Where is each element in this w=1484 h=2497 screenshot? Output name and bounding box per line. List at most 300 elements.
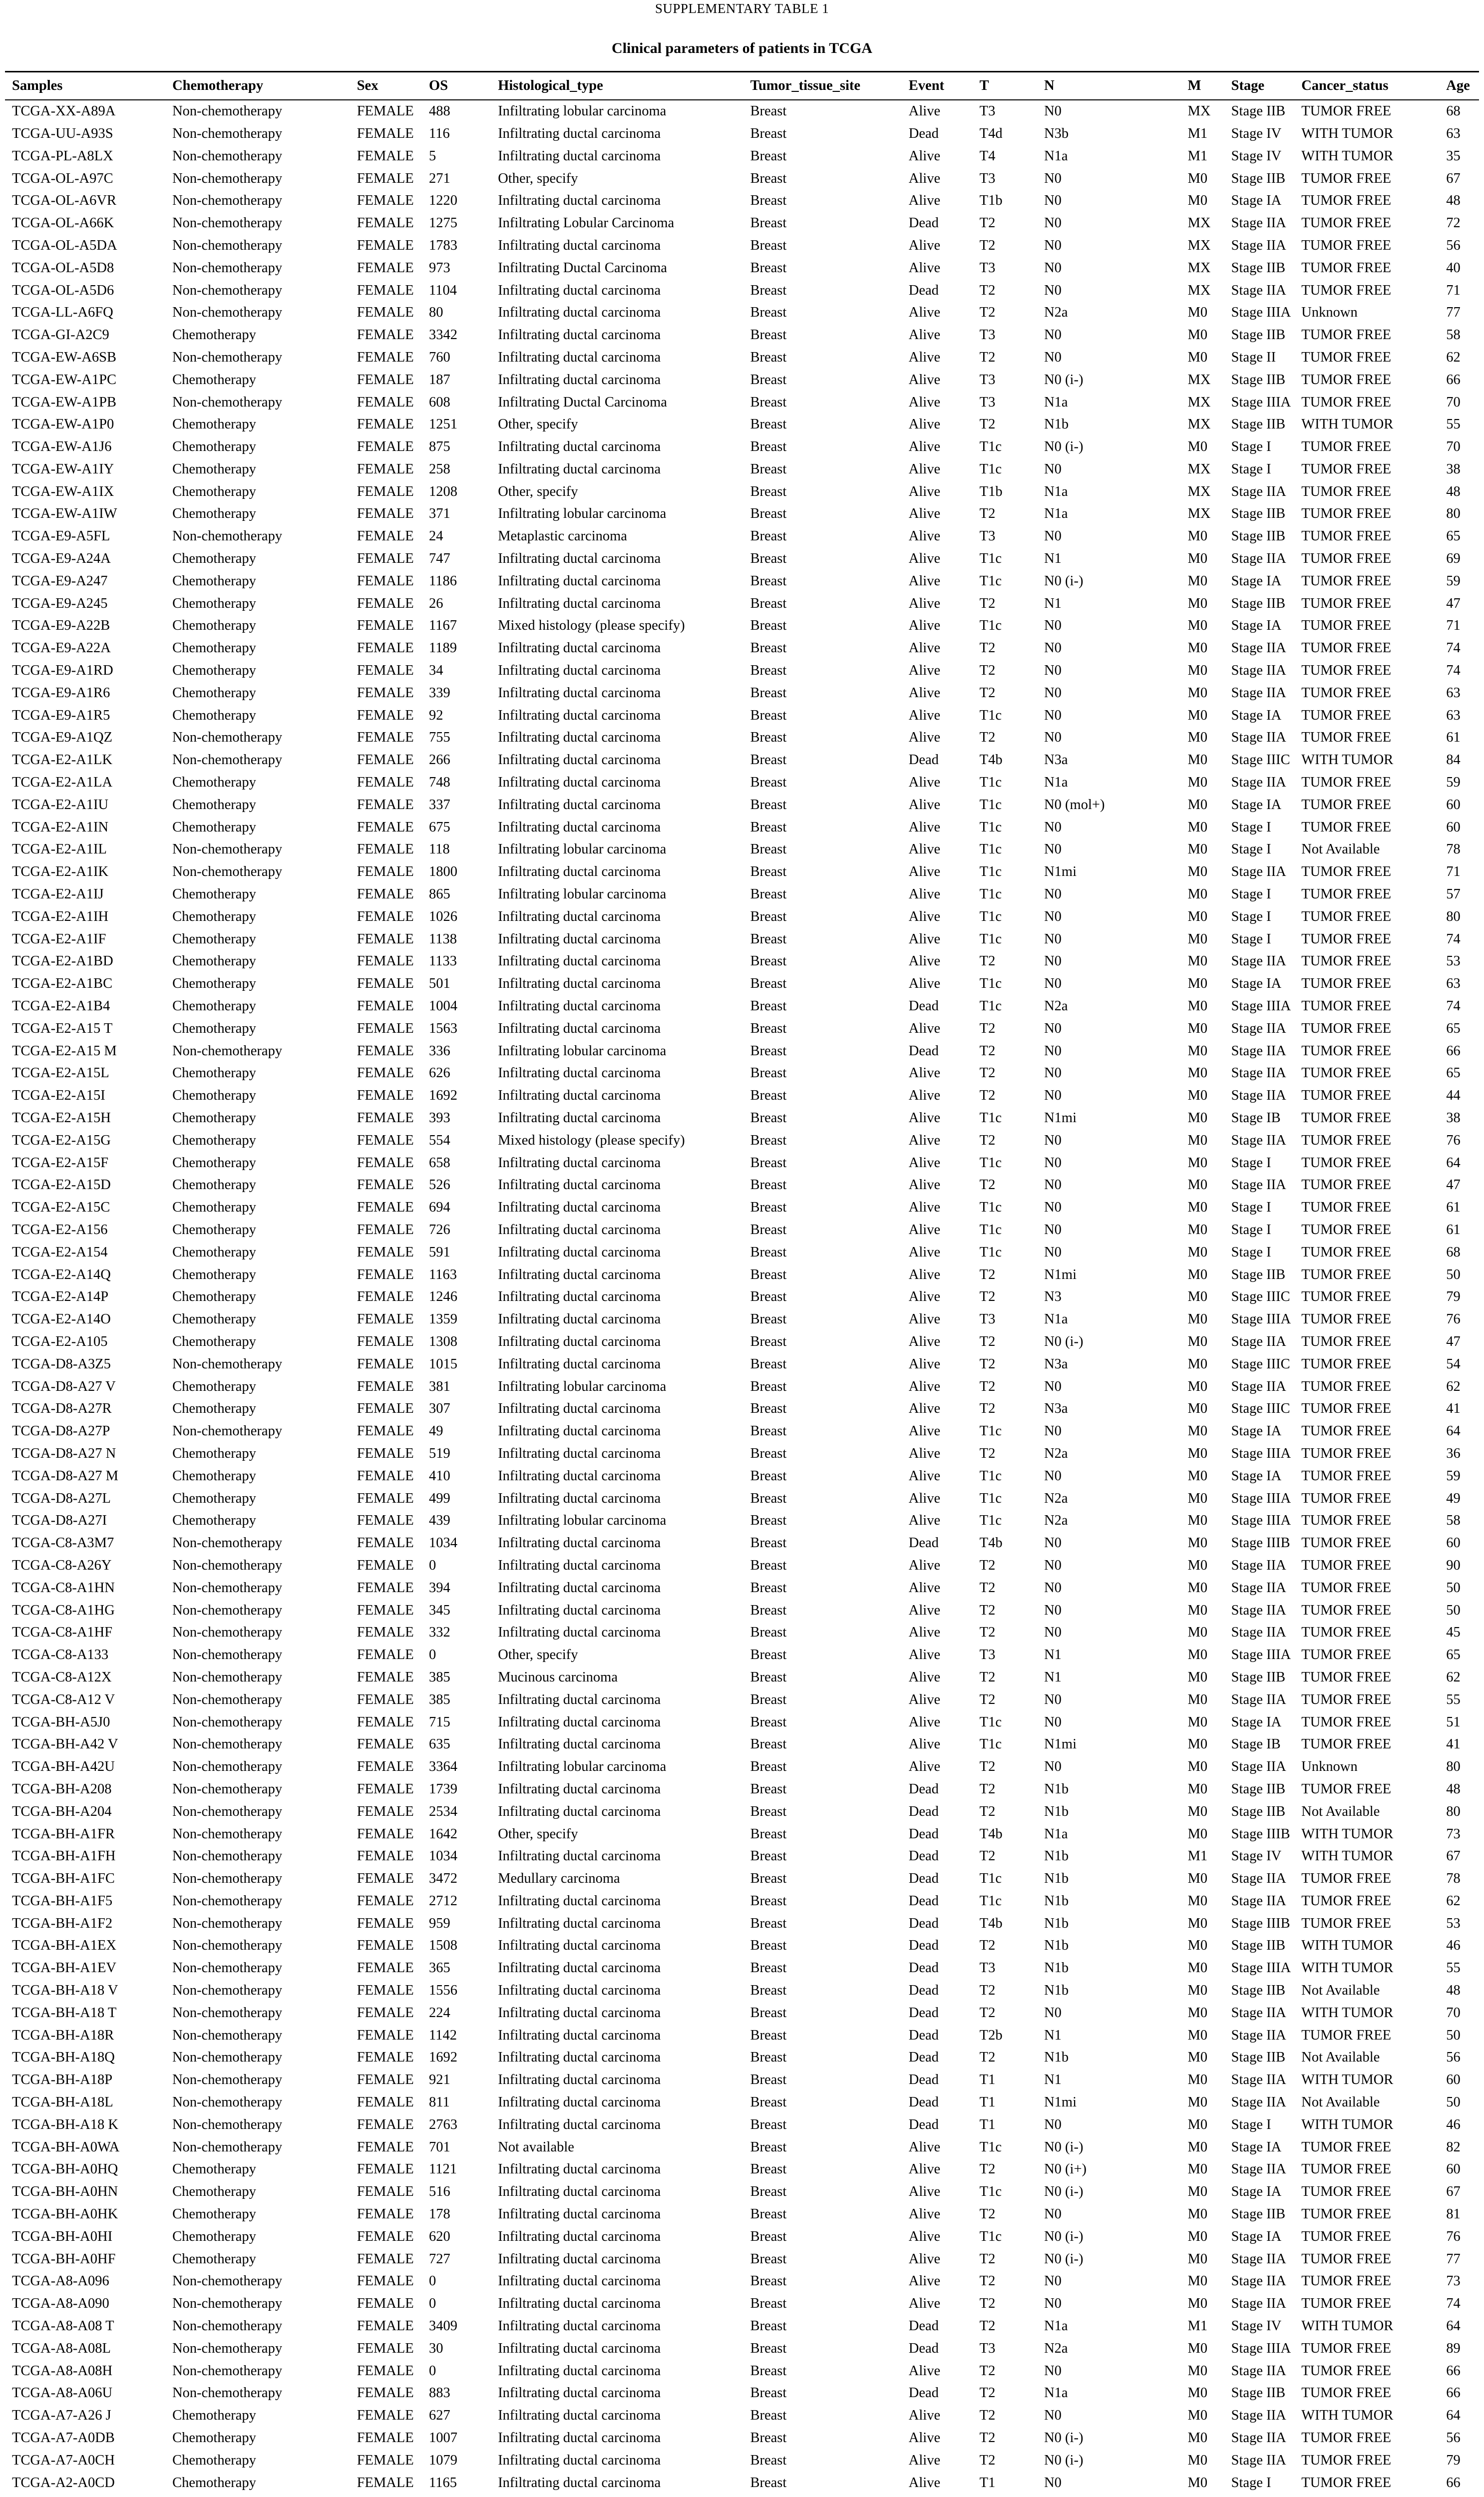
m-stage-cell: M0 bbox=[1187, 1983, 1208, 1999]
os-cell: 1007 bbox=[429, 2430, 458, 2446]
table-row bbox=[5, 436, 1479, 458]
sample-id-cell: TCGA-D8-A27L bbox=[12, 1490, 111, 1506]
age-cell: 62 bbox=[1446, 349, 1461, 365]
tumor-site-cell: Breast bbox=[750, 1423, 787, 1439]
n-stage-cell: N0 bbox=[1044, 841, 1062, 857]
t-stage-cell: T1c bbox=[979, 1200, 1002, 1216]
cancer-status-cell: TUMOR FREE bbox=[1301, 1915, 1392, 1931]
histological-type-cell: Infiltrating ductal carcinoma bbox=[498, 1781, 661, 1797]
m-stage-cell: M0 bbox=[1187, 2228, 1208, 2244]
histological-type-cell: Infiltrating Lobular Carcinoma bbox=[498, 215, 675, 231]
m-stage-cell: M0 bbox=[1187, 730, 1208, 746]
tumor-site-cell: Breast bbox=[750, 125, 787, 141]
chemotherapy-cell: Non-chemotherapy bbox=[172, 752, 283, 768]
age-cell: 59 bbox=[1446, 775, 1461, 791]
t-stage-cell: T1c bbox=[979, 886, 1002, 902]
t-stage-cell: T1c bbox=[979, 618, 1002, 634]
chemotherapy-cell: Chemotherapy bbox=[172, 1401, 256, 1417]
os-cell: 2712 bbox=[429, 1893, 458, 1909]
tumor-site-cell: Breast bbox=[750, 2027, 787, 2043]
event-cell: Alive bbox=[908, 1691, 941, 1707]
stage-cell: Stage IIA bbox=[1231, 1625, 1286, 1641]
n-stage-cell: N0 bbox=[1044, 730, 1062, 746]
t-stage-cell: T2 bbox=[979, 2452, 996, 2468]
n-stage-cell: N0 bbox=[1044, 707, 1062, 723]
os-cell: 439 bbox=[429, 1513, 450, 1529]
event-cell: Dead bbox=[908, 1826, 939, 1842]
cancer-status-cell: TUMOR FREE bbox=[1301, 707, 1392, 723]
histological-type-cell: Infiltrating ductal carcinoma bbox=[498, 1266, 661, 1282]
os-cell: 80 bbox=[429, 305, 443, 321]
stage-cell: Stage IA bbox=[1231, 2139, 1282, 2155]
chemotherapy-cell: Chemotherapy bbox=[172, 506, 256, 522]
n-stage-cell: N0 (i-) bbox=[1044, 372, 1084, 388]
event-cell: Alive bbox=[908, 170, 941, 186]
m-stage-cell: M0 bbox=[1187, 1781, 1208, 1797]
stage-cell: Stage IA bbox=[1231, 1423, 1282, 1439]
age-cell: 44 bbox=[1446, 1088, 1461, 1104]
t-stage-cell: T2 bbox=[979, 2408, 996, 2424]
stage-cell: Stage IB bbox=[1231, 1736, 1281, 1752]
stage-cell: Stage IIIA bbox=[1231, 1445, 1291, 1461]
sex-cell: FEMALE bbox=[357, 2094, 414, 2110]
cancer-status-cell: WITH TUMOR bbox=[1301, 2408, 1394, 2424]
sex-cell: FEMALE bbox=[357, 483, 414, 499]
m-stage-cell: M0 bbox=[1187, 1826, 1208, 1842]
n-stage-cell: N0 bbox=[1044, 528, 1062, 544]
m-stage-cell: M0 bbox=[1187, 1155, 1208, 1171]
sex-cell: FEMALE bbox=[357, 2072, 414, 2088]
os-cell: 701 bbox=[429, 2139, 450, 2155]
age-cell: 38 bbox=[1446, 1110, 1461, 1126]
sex-cell: FEMALE bbox=[357, 1983, 414, 1999]
tumor-site-cell: Breast bbox=[750, 2475, 787, 2491]
chemotherapy-cell: Chemotherapy bbox=[172, 573, 256, 589]
age-cell: 73 bbox=[1446, 1826, 1461, 1842]
sample-id-cell: TCGA-EW-A1IX bbox=[12, 483, 114, 499]
stage-cell: Stage IIA bbox=[1231, 1378, 1286, 1394]
n-stage-cell: N1b bbox=[1044, 1781, 1069, 1797]
sex-cell: FEMALE bbox=[357, 819, 414, 835]
sex-cell: FEMALE bbox=[357, 260, 414, 276]
event-cell: Alive bbox=[908, 260, 941, 276]
event-cell: Dead bbox=[908, 125, 939, 141]
table-row bbox=[5, 2047, 1479, 2069]
sample-id-cell: TCGA-A8-A08H bbox=[12, 2363, 113, 2379]
chemotherapy-cell: Non-chemotherapy bbox=[172, 2005, 283, 2021]
os-cell: 0 bbox=[429, 2296, 436, 2312]
sex-cell: FEMALE bbox=[357, 1356, 414, 1372]
os-cell: 675 bbox=[429, 819, 450, 835]
n-stage-cell: N0 bbox=[1044, 282, 1062, 298]
cancer-status-cell: TUMOR FREE bbox=[1301, 685, 1392, 701]
sample-id-cell: TCGA-E2-A1IU bbox=[12, 797, 109, 813]
sample-id-cell: TCGA-BH-A18 T bbox=[12, 2005, 117, 2021]
chemotherapy-cell: Non-chemotherapy bbox=[172, 2094, 283, 2110]
age-cell: 69 bbox=[1446, 551, 1461, 567]
sex-cell: FEMALE bbox=[357, 2363, 414, 2379]
sample-id-cell: TCGA-GI-A2C9 bbox=[12, 327, 109, 343]
table-row bbox=[5, 458, 1479, 481]
sample-id-cell: TCGA-A7-A0CH bbox=[12, 2452, 115, 2468]
m-stage-cell: MX bbox=[1187, 483, 1211, 499]
event-cell: Alive bbox=[908, 1423, 941, 1439]
tumor-site-cell: Breast bbox=[750, 193, 787, 209]
histological-type-cell: Infiltrating ductal carcinoma bbox=[498, 976, 661, 992]
table-row bbox=[5, 1890, 1479, 1913]
stage-cell: Stage IIA bbox=[1231, 1871, 1286, 1887]
os-cell: 1167 bbox=[429, 618, 457, 634]
os-cell: 116 bbox=[429, 125, 450, 141]
n-stage-cell: N3a bbox=[1044, 1401, 1068, 1417]
n-stage-cell: N1a bbox=[1044, 1311, 1068, 1327]
sample-id-cell: TCGA-BH-A0HQ bbox=[12, 2161, 118, 2177]
sample-id-cell: TCGA-D8-A27 M bbox=[12, 1468, 118, 1484]
tumor-site-cell: Breast bbox=[750, 1625, 787, 1641]
table-row bbox=[5, 145, 1479, 168]
age-cell: 41 bbox=[1446, 1736, 1461, 1752]
event-cell: Alive bbox=[908, 1490, 941, 1506]
cancer-status-cell: WITH TUMOR bbox=[1301, 2005, 1394, 2021]
age-cell: 55 bbox=[1446, 1691, 1461, 1707]
event-cell: Alive bbox=[908, 1222, 941, 1238]
os-cell: 24 bbox=[429, 528, 443, 544]
stage-cell: Stage IIA bbox=[1231, 775, 1286, 791]
histological-type-cell: Infiltrating ductal carcinoma bbox=[498, 819, 661, 835]
tumor-site-cell: Breast bbox=[750, 2430, 787, 2446]
t-stage-cell: T1c bbox=[979, 908, 1002, 924]
stage-cell: Stage IIIC bbox=[1231, 752, 1290, 768]
m-stage-cell: M0 bbox=[1187, 1938, 1208, 1954]
event-cell: Alive bbox=[908, 1625, 941, 1641]
m-stage-cell: M0 bbox=[1187, 1625, 1208, 1641]
cancer-status-cell: WITH TUMOR bbox=[1301, 752, 1394, 768]
event-cell: Alive bbox=[908, 2161, 941, 2177]
tumor-site-cell: Breast bbox=[750, 2385, 787, 2401]
age-cell: 77 bbox=[1446, 305, 1461, 321]
cancer-status-cell: TUMOR FREE bbox=[1301, 908, 1392, 924]
t-stage-cell: T1c bbox=[979, 931, 1002, 947]
sex-cell: FEMALE bbox=[357, 1826, 414, 1842]
os-cell: 973 bbox=[429, 260, 450, 276]
stage-cell: Stage IIA bbox=[1231, 2363, 1286, 2379]
event-cell: Alive bbox=[908, 1468, 941, 1484]
t-stage-cell: T1c bbox=[979, 439, 1002, 455]
t-stage-cell: T4b bbox=[979, 1915, 1003, 1931]
age-cell: 38 bbox=[1446, 461, 1461, 477]
sex-cell: FEMALE bbox=[357, 1938, 414, 1954]
t-stage-cell: T1c bbox=[979, 2184, 1002, 2200]
sample-id-cell: TCGA-BH-A18 K bbox=[12, 2116, 118, 2132]
m-stage-cell: M0 bbox=[1187, 953, 1208, 969]
sex-cell: FEMALE bbox=[357, 640, 414, 656]
sex-cell: FEMALE bbox=[357, 327, 414, 343]
histological-type-cell: Infiltrating ductal carcinoma bbox=[498, 2251, 661, 2267]
chemotherapy-cell: Non-chemotherapy bbox=[172, 1938, 283, 1954]
stage-cell: Stage IIA bbox=[1231, 1020, 1286, 1036]
m-stage-cell: M0 bbox=[1187, 1311, 1208, 1327]
sample-id-cell: TCGA-E2-A1LK bbox=[12, 752, 113, 768]
event-cell: Alive bbox=[908, 148, 941, 164]
n-stage-cell: N0 bbox=[1044, 1200, 1062, 1216]
sex-cell: FEMALE bbox=[357, 1468, 414, 1484]
age-cell: 46 bbox=[1446, 1938, 1461, 1954]
table-row bbox=[5, 637, 1479, 660]
chemotherapy-cell: Non-chemotherapy bbox=[172, 1960, 283, 1976]
age-cell: 81 bbox=[1446, 2206, 1461, 2222]
tumor-site-cell: Breast bbox=[750, 1915, 787, 1931]
cancer-status-cell: TUMOR FREE bbox=[1301, 282, 1392, 298]
event-cell: Alive bbox=[908, 1020, 941, 1036]
age-cell: 74 bbox=[1446, 998, 1461, 1014]
histological-type-cell: Infiltrating ductal carcinoma bbox=[498, 2050, 661, 2066]
os-cell: 187 bbox=[429, 372, 450, 388]
t-stage-cell: T2 bbox=[979, 1938, 996, 1954]
chemotherapy-cell: Chemotherapy bbox=[172, 976, 256, 992]
table-row bbox=[5, 1980, 1479, 2002]
tumor-site-cell: Breast bbox=[750, 2340, 787, 2356]
chemotherapy-cell: Non-chemotherapy bbox=[172, 1893, 283, 1909]
clinical-parameters-table bbox=[5, 71, 1479, 2497]
histological-type-cell: Infiltrating ductal carcinoma bbox=[498, 931, 661, 947]
sex-cell: FEMALE bbox=[357, 2116, 414, 2132]
sex-cell: FEMALE bbox=[357, 1333, 414, 1349]
cancer-status-cell: Unknown bbox=[1301, 305, 1358, 321]
n-stage-cell: N0 bbox=[1044, 237, 1062, 253]
os-cell: 345 bbox=[429, 1602, 450, 1618]
t-stage-cell: T2 bbox=[979, 1580, 996, 1596]
event-cell: Alive bbox=[908, 1356, 941, 1372]
table-row bbox=[5, 369, 1479, 392]
table-row bbox=[5, 817, 1479, 839]
age-cell: 66 bbox=[1446, 2363, 1461, 2379]
stage-cell: Stage I bbox=[1231, 886, 1271, 902]
cancer-status-cell: WITH TUMOR bbox=[1301, 2116, 1394, 2132]
table-row bbox=[5, 1756, 1479, 1778]
stage-cell: Stage IIA bbox=[1231, 663, 1286, 679]
t-stage-cell: T1c bbox=[979, 573, 1002, 589]
column-header-histological-type: Histological_type bbox=[491, 72, 743, 100]
sample-id-cell: TCGA-E9-A22A bbox=[12, 640, 111, 656]
tumor-site-cell: Breast bbox=[750, 707, 787, 723]
sample-id-cell: TCGA-BH-A18L bbox=[12, 2094, 113, 2110]
age-cell: 68 bbox=[1446, 1244, 1461, 1260]
sample-id-cell bbox=[5, 2494, 165, 2497]
sample-id-cell: TCGA-E2-A1IK bbox=[12, 864, 109, 880]
n-stage-cell: N2a bbox=[1044, 1490, 1068, 1506]
tumor-site-cell: Breast bbox=[750, 1020, 787, 1036]
sex-cell: FEMALE bbox=[357, 1535, 414, 1551]
histological-type-cell: Infiltrating ductal carcinoma bbox=[498, 461, 661, 477]
t-stage-cell: T3 bbox=[979, 1960, 996, 1976]
tumor-site-cell: Breast bbox=[750, 640, 787, 656]
histological-type-cell: Infiltrating lobular carcinoma bbox=[498, 506, 667, 522]
tumor-site-cell: Breast bbox=[750, 2318, 787, 2334]
sample-id-cell: TCGA-E2-A1LA bbox=[12, 775, 113, 791]
chemotherapy-cell: Non-chemotherapy bbox=[172, 1647, 283, 1663]
n-stage-cell: N0 (i-) bbox=[1044, 1333, 1084, 1349]
stage-cell: Stage I bbox=[1231, 1155, 1271, 1171]
cancer-status-cell: TUMOR FREE bbox=[1301, 1333, 1392, 1349]
chemotherapy-cell: Non-chemotherapy bbox=[172, 730, 283, 746]
n-stage-cell: N1 bbox=[1044, 1669, 1062, 1685]
chemotherapy-cell: Chemotherapy bbox=[172, 1513, 256, 1529]
histological-type-cell: Infiltrating Ductal Carcinoma bbox=[498, 260, 667, 276]
os-cell: 92 bbox=[429, 707, 443, 723]
sex-cell: FEMALE bbox=[357, 2385, 414, 2401]
stage-cell: Stage IIIA bbox=[1231, 1513, 1291, 1529]
m-stage-cell: M0 bbox=[1187, 2251, 1208, 2267]
stage-cell: Stage IIIC bbox=[1231, 1289, 1290, 1305]
table-row bbox=[5, 1242, 1479, 1264]
m-stage-cell: M0 bbox=[1187, 2296, 1208, 2312]
m-stage-cell: M0 bbox=[1187, 2027, 1208, 2043]
cancer-status-cell: TUMOR FREE bbox=[1301, 483, 1392, 499]
sample-id-cell: TCGA-E2-A15C bbox=[12, 1200, 110, 1216]
t-stage-cell: T2 bbox=[979, 2363, 996, 2379]
stage-cell: Stage IIB bbox=[1231, 2050, 1286, 2066]
n-stage-cell: N0 bbox=[1044, 953, 1062, 969]
sex-cell: FEMALE bbox=[357, 282, 414, 298]
sample-id-cell: TCGA-E2-A15H bbox=[12, 1110, 111, 1126]
table-row bbox=[5, 861, 1479, 883]
stage-cell: Stage IIA bbox=[1231, 483, 1286, 499]
chemotherapy-cell: Chemotherapy bbox=[172, 1378, 256, 1394]
t-stage-cell: T3 bbox=[979, 1647, 996, 1663]
sex-cell: FEMALE bbox=[357, 551, 414, 567]
cancer-status-cell: TUMOR FREE bbox=[1301, 2161, 1392, 2177]
column-header-event: Event bbox=[902, 72, 973, 100]
m-stage-cell: MX bbox=[1187, 461, 1211, 477]
sample-id-cell: TCGA-A2-A0CD bbox=[12, 2475, 115, 2491]
sample-id-cell: TCGA-E2-A14O bbox=[12, 1311, 111, 1327]
event-cell: Dead bbox=[908, 998, 939, 1014]
n-stage-cell: N0 bbox=[1044, 1691, 1062, 1707]
table-row bbox=[5, 928, 1479, 950]
sample-id-cell: TCGA-D8-A27I bbox=[12, 1513, 107, 1529]
cancer-status-cell: TUMOR FREE bbox=[1301, 1736, 1392, 1752]
os-cell: 1800 bbox=[429, 864, 458, 880]
m-stage-cell: M0 bbox=[1187, 2273, 1208, 2289]
stage-cell: Stage I bbox=[1231, 1244, 1271, 1260]
m-stage-cell: M0 bbox=[1187, 1714, 1208, 1730]
cancer-status-cell: TUMOR FREE bbox=[1301, 573, 1392, 589]
t-stage-cell: T2 bbox=[979, 2273, 996, 2289]
m-stage-cell: M0 bbox=[1187, 2094, 1208, 2110]
n-stage-cell: N1b bbox=[1044, 416, 1069, 432]
sample-id-cell: TCGA-EW-A1IW bbox=[12, 506, 117, 522]
cancer-status-cell: TUMOR FREE bbox=[1301, 170, 1392, 186]
stage-cell: Stage IIA bbox=[1231, 2251, 1286, 2267]
m-stage-cell: M0 bbox=[1187, 1557, 1208, 1573]
m-stage-cell: M0 bbox=[1187, 797, 1208, 813]
table-row bbox=[5, 1398, 1479, 1420]
os-cell bbox=[422, 2494, 491, 2497]
chemotherapy-cell: Non-chemotherapy bbox=[172, 1580, 283, 1596]
event-cell: Alive bbox=[908, 931, 941, 947]
n-stage-cell: N0 bbox=[1044, 103, 1062, 119]
histological-type-cell: Infiltrating ductal carcinoma bbox=[498, 864, 661, 880]
tumor-site-cell: Breast bbox=[750, 1960, 787, 1976]
t-stage-cell: T1c bbox=[979, 1871, 1002, 1887]
sample-id-cell: TCGA-A8-A090 bbox=[12, 2296, 109, 2312]
cancer-status-cell: Unknown bbox=[1301, 1759, 1358, 1775]
event-cell: Dead bbox=[908, 1535, 939, 1551]
age-cell: 56 bbox=[1446, 237, 1461, 253]
event-cell: Alive bbox=[908, 1445, 941, 1461]
table-row bbox=[5, 2270, 1479, 2293]
sample-id-cell: TCGA-E2-A154 bbox=[12, 1244, 108, 1260]
table-row bbox=[5, 1599, 1479, 1622]
tumor-site-cell: Breast bbox=[750, 1110, 787, 1126]
sex-cell: FEMALE bbox=[357, 1244, 414, 1260]
os-cell: 1251 bbox=[429, 416, 458, 432]
histological-type-cell: Infiltrating ductal carcinoma bbox=[498, 573, 661, 589]
histological-type-cell: Infiltrating ductal carcinoma bbox=[498, 349, 661, 365]
os-cell: 385 bbox=[429, 1691, 450, 1707]
sample-id-cell: TCGA-BH-A18Q bbox=[12, 2050, 115, 2066]
chemotherapy-cell: Chemotherapy bbox=[172, 618, 256, 634]
table-row bbox=[5, 212, 1479, 235]
tumor-site-cell: Breast bbox=[750, 595, 787, 611]
stage-cell: Stage IIA bbox=[1231, 1065, 1286, 1081]
sex-cell: FEMALE bbox=[357, 2251, 414, 2267]
cancer-status-cell: TUMOR FREE bbox=[1301, 2251, 1392, 2267]
tumor-site-cell: Breast bbox=[750, 1669, 787, 1685]
table-row bbox=[5, 1510, 1479, 1532]
event-cell: Alive bbox=[908, 2228, 941, 2244]
os-cell: 747 bbox=[429, 551, 450, 567]
chemotherapy-cell: Chemotherapy bbox=[172, 595, 256, 611]
cancer-status-cell: TUMOR FREE bbox=[1301, 1557, 1392, 1573]
sex-cell: FEMALE bbox=[357, 1266, 414, 1282]
event-cell: Alive bbox=[908, 1513, 941, 1529]
t-stage-cell: T2 bbox=[979, 2318, 996, 2334]
age-cell: 59 bbox=[1446, 573, 1461, 589]
histological-type-cell: Infiltrating ductal carcinoma bbox=[498, 2116, 661, 2132]
os-cell: 26 bbox=[429, 595, 443, 611]
event-cell: Alive bbox=[908, 1132, 941, 1148]
os-cell: 1783 bbox=[429, 237, 458, 253]
n-stage-cell bbox=[1037, 2494, 1180, 2497]
chemotherapy-cell: Chemotherapy bbox=[172, 1155, 256, 1171]
tumor-site-cell: Breast bbox=[750, 1557, 787, 1573]
t-stage-cell: T2 bbox=[979, 305, 996, 321]
sex-cell: FEMALE bbox=[357, 170, 414, 186]
table-row bbox=[5, 1331, 1479, 1353]
sample-id-cell: TCGA-E9-A1QZ bbox=[12, 730, 113, 746]
os-cell: 748 bbox=[429, 775, 450, 791]
os-cell: 2534 bbox=[429, 1803, 458, 1819]
age-cell: 76 bbox=[1446, 1132, 1461, 1148]
chemotherapy-cell: Chemotherapy bbox=[172, 2161, 256, 2177]
event-cell: Alive bbox=[908, 2296, 941, 2312]
sex-cell: FEMALE bbox=[357, 1311, 414, 1327]
os-cell: 658 bbox=[429, 1155, 450, 1171]
sample-id-cell: TCGA-EW-A1J6 bbox=[12, 439, 112, 455]
table-row bbox=[5, 2427, 1479, 2450]
stage-cell: Stage IIA bbox=[1231, 1580, 1286, 1596]
os-cell: 49 bbox=[429, 1423, 443, 1439]
table-row bbox=[5, 2203, 1479, 2226]
cancer-status-cell: WITH TUMOR bbox=[1301, 1848, 1394, 1864]
tumor-site-cell: Breast bbox=[750, 1535, 787, 1551]
stage-cell: Stage IIA bbox=[1231, 2296, 1286, 2312]
sex-cell: FEMALE bbox=[357, 1759, 414, 1775]
histological-type-cell: Infiltrating ductal carcinoma bbox=[498, 1557, 661, 1573]
age-cell: 48 bbox=[1446, 1983, 1461, 1999]
stage-cell: Stage IIIA bbox=[1231, 1960, 1291, 1976]
